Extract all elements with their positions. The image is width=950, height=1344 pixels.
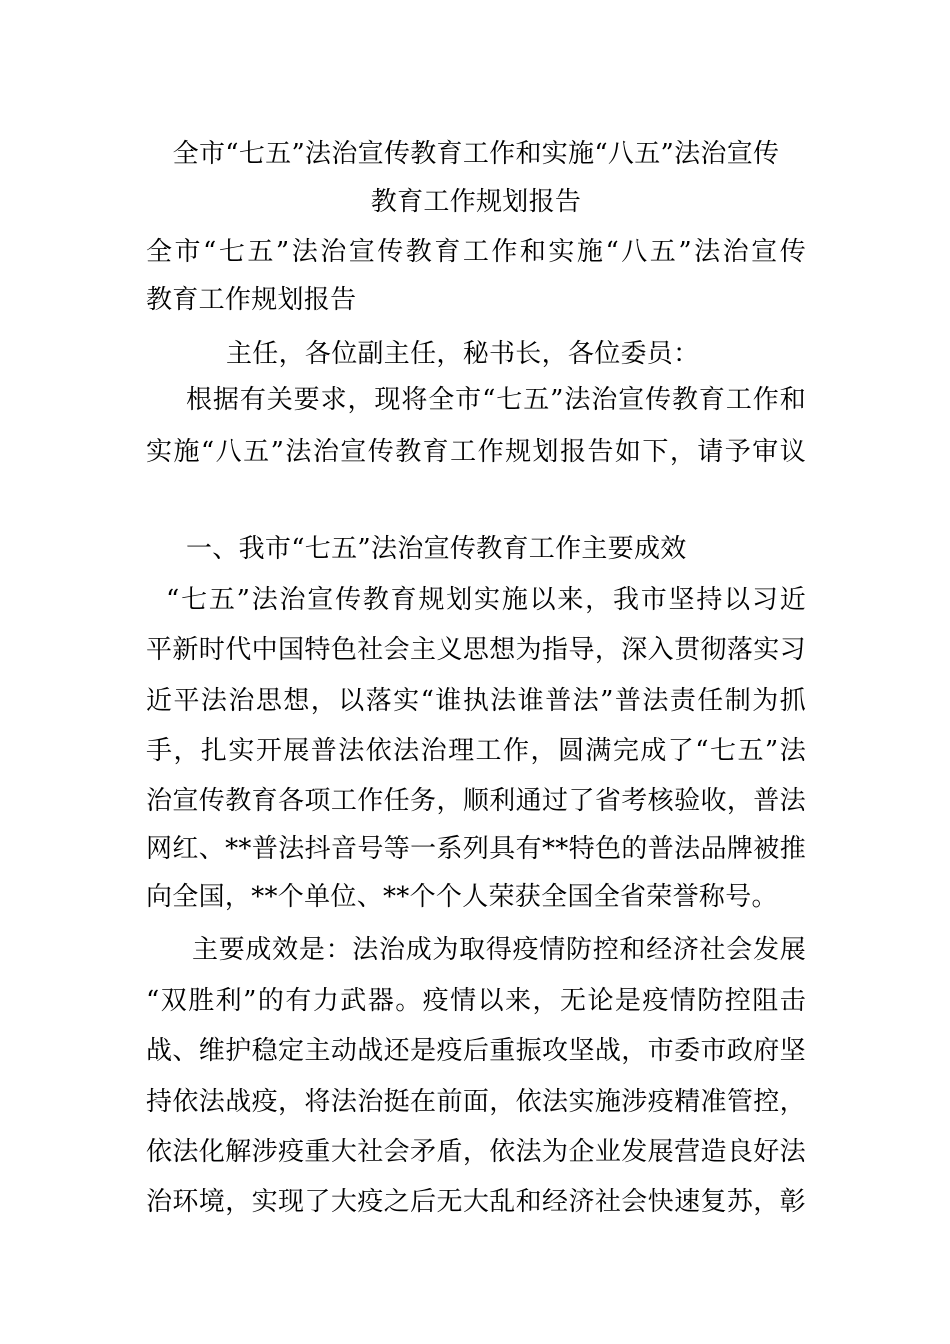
paragraph1-line-1: “七五”法治宣传教育规划实施以来，我市坚持以习近 <box>166 585 806 615</box>
intro-line-1: 根据有关要求，现将全市“七五”法治宣传教育工作和 <box>186 385 806 415</box>
paragraph2-line-4: 持依法战疫，将法治挺在前面，依法实施涉疫精准管控， <box>146 1087 806 1117</box>
paragraph1-line-2: 平新时代中国特色社会主义思想为指导，深入贯彻落实习 <box>146 635 806 665</box>
document-title-line-2: 教育工作规划报告 <box>370 187 582 217</box>
paragraph1-line-5: 治宣传教育各项工作任务，顺利通过了省考核验收，普法 <box>146 786 806 816</box>
document-heading-line-1: 全市“七五”法治宣传教育工作和实施“八五”法治宣传 <box>146 237 806 267</box>
section-heading: 一、我市“七五”法治宣传教育工作主要成效 <box>186 534 687 564</box>
document-heading-line-2: 教育工作规划报告 <box>146 285 357 315</box>
document-title-line-1: 全市“七五”法治宣传教育工作和实施“八五”法治宣传 <box>172 139 780 169</box>
paragraph1-line-7: 向全国，**个单位、**个个人荣获全国全省荣誉称号。 <box>146 882 778 912</box>
paragraph2-line-2: “双胜利”的有力武器。疫情以来，无论是疫情防控阻击 <box>146 986 806 1016</box>
paragraph2-line-5: 依法化解涉疫重大社会矛盾，依法为企业发展营造良好法 <box>146 1137 806 1167</box>
paragraph1-line-6: 网红、**普法抖音号等一系列具有**特色的普法品牌被推 <box>146 834 806 864</box>
paragraph2-line-3: 战、维护稳定主动战还是疫后重振攻坚战，市委市政府坚 <box>146 1036 806 1066</box>
paragraph2-line-6: 治环境，实现了大疫之后无大乱和经济社会快速复苏，彰 <box>146 1187 806 1217</box>
paragraph1-line-3: 近平法治思想，以落实“谁执法谁普法”普法责任制为抓 <box>146 686 806 716</box>
intro-line-2: 实施“八五”法治宣传教育工作规划报告如下，请予审议 <box>146 437 806 467</box>
paragraph2-line-1: 主要成效是：法治成为取得疫情防控和经济社会发展 <box>192 935 806 965</box>
paragraph1-line-4: 手，扎实开展普法依法治理工作，圆满完成了“七五”法 <box>146 736 806 766</box>
salutation: 主任，各位副主任，秘书长，各位委员： <box>226 339 700 369</box>
